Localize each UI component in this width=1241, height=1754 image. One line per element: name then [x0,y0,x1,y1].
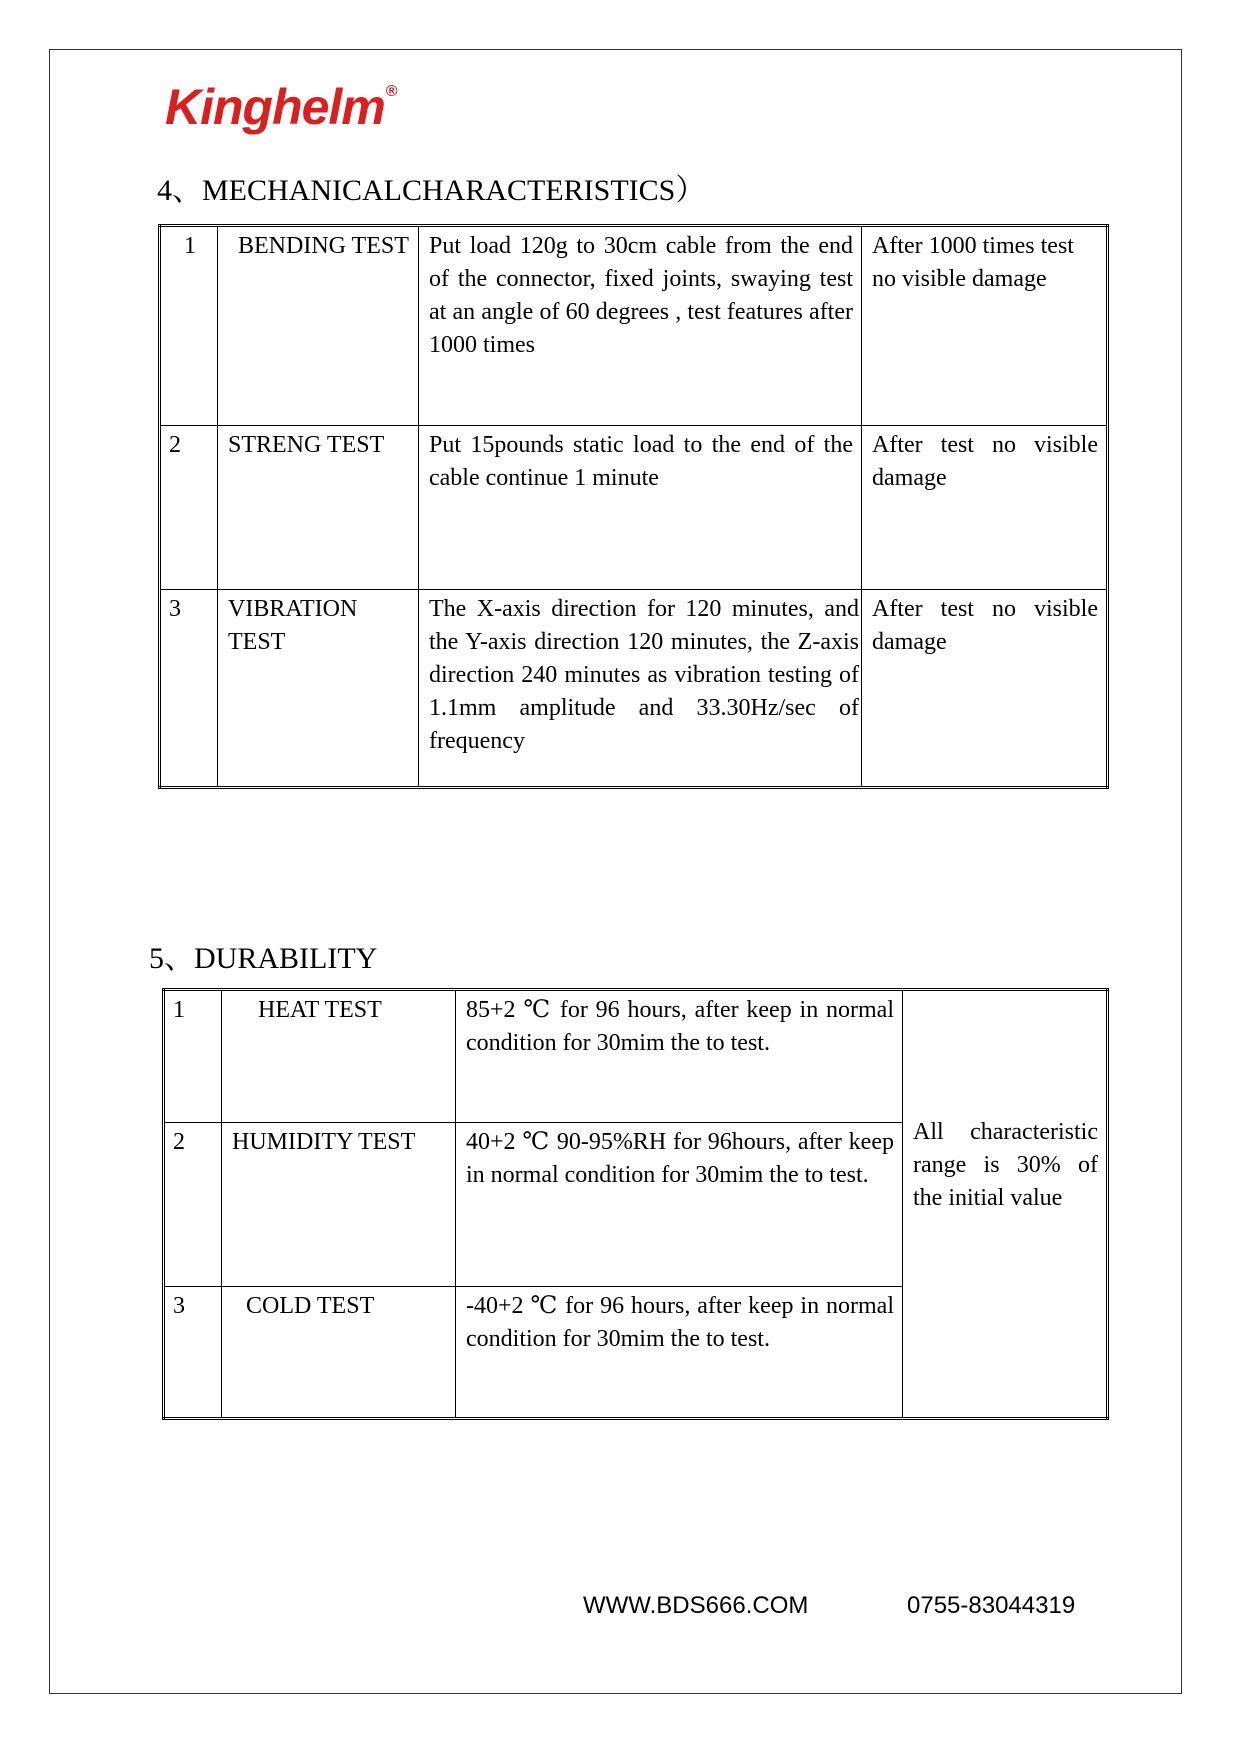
registered-mark: ® [385,83,397,101]
test-result: After test no visible damage [862,426,1108,590]
footer-website: WWW.BDS666.COM [583,1592,809,1619]
test-name: BENDING TEST [218,226,419,426]
row-number: 2 [164,1123,222,1287]
test-result: After test no visible damage [862,590,1108,788]
table-row [160,426,1108,590]
table-row [160,590,1108,788]
durability-table [162,988,1109,1420]
test-method: Put 15pounds static load to the end of the cable continue 1 minute [419,426,862,590]
test-name: HUMIDITY TEST [222,1123,456,1287]
kinghelm-logo [165,79,397,135]
test-method: -40+2 ℃ for 96 hours, after keep in normal condition for 30mim the to test. [456,1287,903,1419]
row-number: 3 [164,1287,222,1419]
test-result: After 1000 times test no visible damage [862,226,1108,426]
test-method: Put load 120g to 30cm cable from the end of the connector, fixed joints, swaying test at an angle of 60 degrees , test features after 1000 times [419,226,862,426]
mechanical-section-title: 4、MECHANICALCHARACTERISTICS） [157,174,706,207]
row-number: 2 [160,426,218,590]
row-number: 1 [164,990,222,1123]
row-number: 3 [160,590,218,788]
test-name: STRENG TEST [218,426,419,590]
test-name: COLD TEST [222,1287,456,1419]
test-method: The X-axis direction for 120 minutes, and the Y-axis direction 120 minutes, the Z-axis direction 240 minutes as vibration testing of 1.1mm amplitude and 33.30Hz/sec of frequency [419,590,862,788]
test-method: 40+2 ℃ 90-95%RH for 96hours, after keep in normal condition for 30mim the to test. [456,1123,903,1287]
footer-phone: 0755-83044319 [907,1592,1076,1619]
mechanical-table [158,224,1109,789]
durability-section-title: 5、DURABILITY [149,942,378,975]
test-name: VIBRATION TEST [218,590,419,788]
shared-result: All characteristic range is 30% of the initial value [903,990,1108,1419]
row-number: 1 [160,226,218,426]
logo-text: Kinghelm [165,79,385,135]
test-method: 85+2 ℃ for 96 hours, after keep in normal condition for 30mim the to test. [456,990,903,1123]
table-row [164,990,1108,1123]
test-name: HEAT TEST [222,990,456,1123]
table-row [160,226,1108,426]
